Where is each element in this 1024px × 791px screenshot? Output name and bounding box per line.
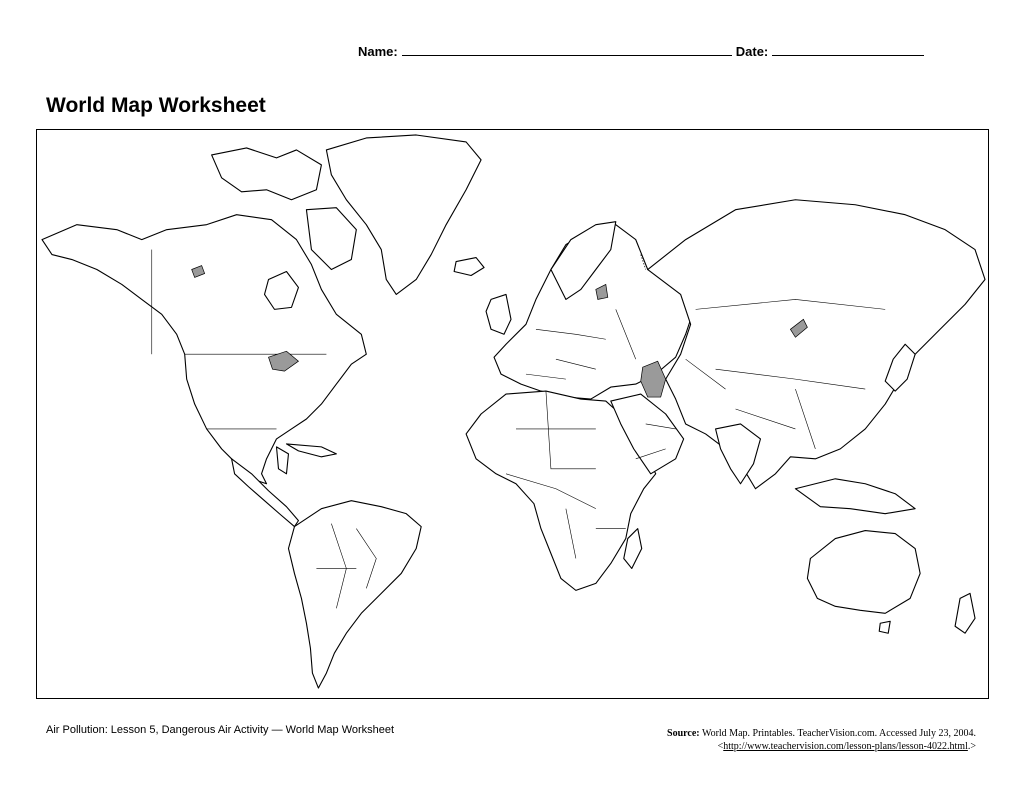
- date-blank-line[interactable]: [772, 44, 924, 56]
- date-label: Date:: [735, 44, 769, 59]
- australia-shape: [807, 531, 920, 614]
- central-america-shape: [232, 459, 299, 527]
- arctic-islands-shape: [212, 148, 322, 200]
- source-link[interactable]: http://www.teachervision.com/lesson-plans/lesson-4022.html: [723, 741, 968, 752]
- source-text: World Map. Printables. TeacherVision.com. Accessed July 23, 2004.: [701, 728, 976, 739]
- lesson-caption: Air Pollution: Lesson 5, Dangerous Air Activity — World Map Worksheet: [46, 724, 395, 736]
- new-zealand-shape: [955, 593, 975, 633]
- tasmania-shape: [879, 621, 890, 633]
- baffin-island-shape: [306, 208, 356, 270]
- name-label: Name:: [358, 44, 398, 59]
- world-map-outline: [37, 130, 988, 698]
- iceland-shape: [454, 258, 484, 276]
- southeast-asia-islands-shape: [795, 479, 915, 514]
- south-america-shape: [288, 501, 421, 688]
- source-citation: [667, 727, 976, 753]
- caribbean-shape: [286, 444, 336, 457]
- url-open-bracket: <: [717, 741, 724, 752]
- world-map-frame: [36, 129, 989, 699]
- page-title: World Map Worksheet: [46, 94, 266, 117]
- british-isles-shape: [486, 294, 511, 334]
- asia-shape: [648, 200, 985, 489]
- florida-shape: [276, 447, 288, 474]
- header-fields: [358, 44, 924, 59]
- source-label: Source:: [667, 728, 700, 739]
- name-blank-line[interactable]: [402, 44, 732, 56]
- url-close-bracket: .>: [967, 741, 976, 752]
